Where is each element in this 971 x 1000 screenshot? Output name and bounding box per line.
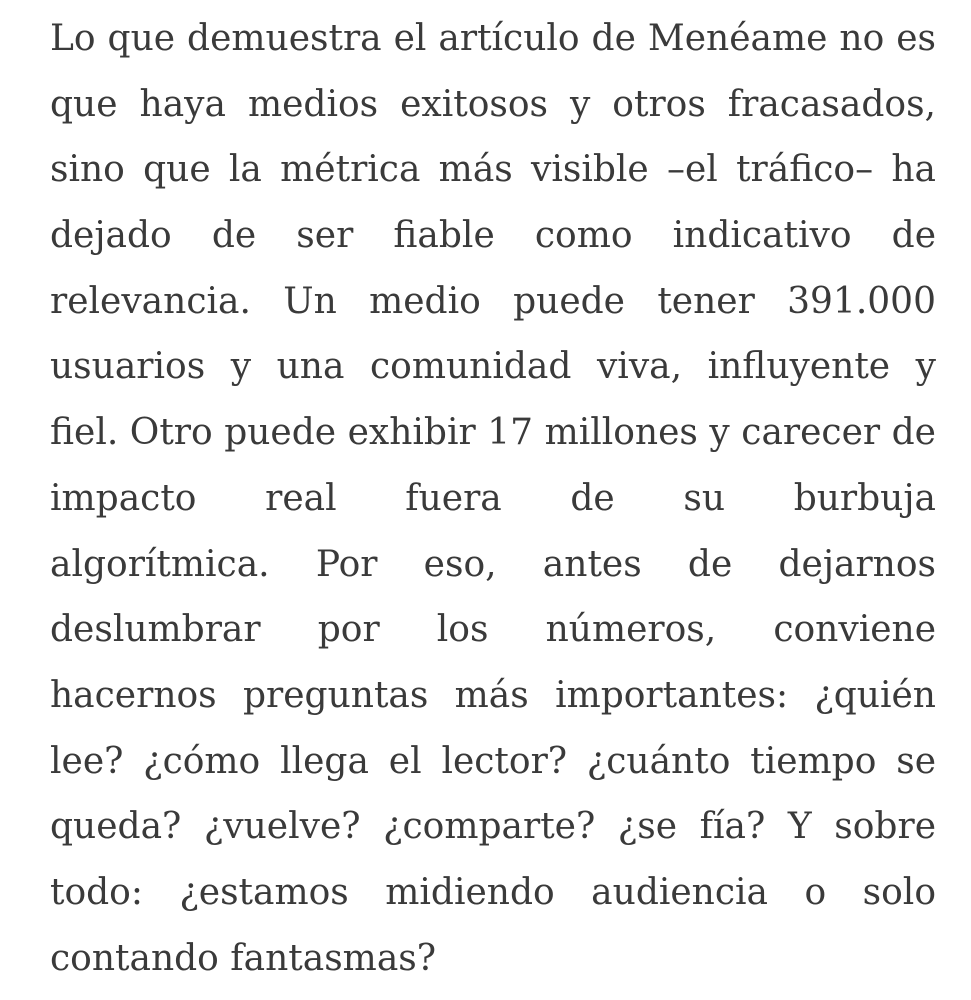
paragraph-line: queda? ¿vuelve? ¿comparte? ¿se fía? Y sobre [50,806,936,848]
article-paragraph [50,0,936,991]
paragraph-line: fiel. Otro puede exhibir 17 millones y carecer de [50,412,936,454]
paragraph-line: deslumbrar por los números, conviene [50,609,936,651]
paragraph-line: dejado de ser fiable como indicativo de [50,215,936,257]
paragraph-line: relevancia. Un medio puede tener 391.000 [50,280,936,322]
paragraph-line: Lo que demuestra el artículo de Menéame no es [50,18,936,59]
paragraph-line: todo: ¿estamos midiendo audiencia o solo [50,871,936,913]
paragraph-line: sino que la métrica más visible –el tráfico– ha [50,149,936,191]
paragraph-line-last: contando fantasmas? [50,937,437,979]
paragraph-line: hacernos preguntas más importantes: ¿quién [50,674,936,716]
paragraph-line: impacto real fuera de su burbuja [50,477,936,519]
paragraph-line: que haya medios exitosos y otros fracasados, [50,83,936,125]
paragraph-line: lee? ¿cómo llega el lector? ¿cuánto tiempo se [50,740,936,782]
paragraph-line: usuarios y una comunidad viva, influyente y [50,346,936,388]
paragraph-line: algorítmica. Por eso, antes de dejarnos [50,543,936,585]
